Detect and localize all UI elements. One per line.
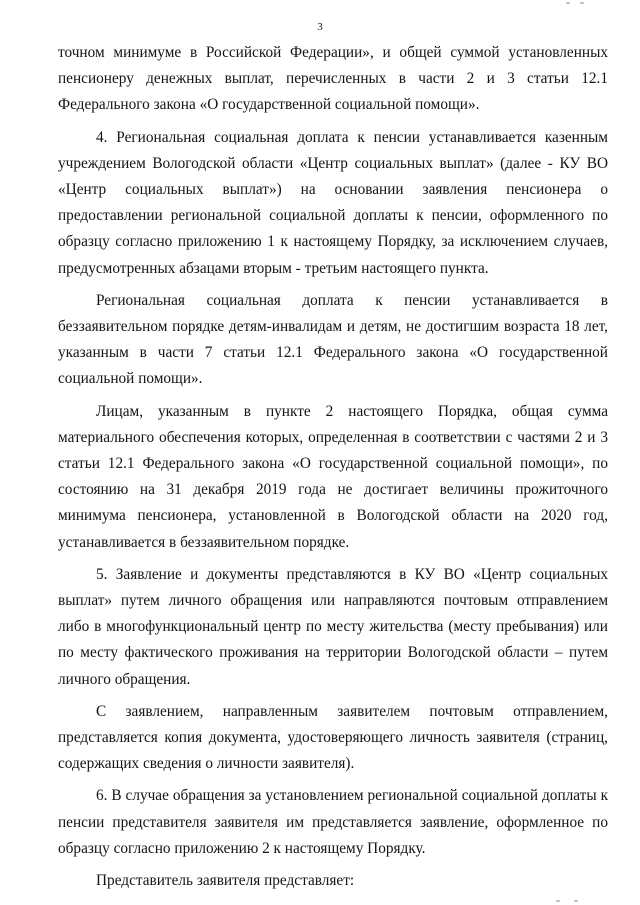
document-body — [58, 40, 608, 894]
paragraph-item-4: 4. Региональная социальная доплата к пенсии устанавливается казенным учреждением Вологодской области «Центр социальных выплат» (далее - КУ ВО «Центр социальных выплат») на основании заявления пенсионера о предоставлении региональной социальной доплаты к пенсии, оформленного по образцу согласно приложению 1 к настоящему Порядку, за исключением случаев, предусмотренных абзацами вторым - третьим настоящего пункта. — [58, 128, 608, 277]
scan-artifact — [574, 900, 578, 902]
scan-artifact — [580, 2, 584, 4]
page-number: 3 — [317, 21, 323, 33]
scan-artifact — [566, 2, 570, 4]
paragraph-item-5: 5. Заявление и документы представляются в КУ ВО «Центр социальных выплат» путем личного обращения или направляются почтовым отправлением либо в многофункциональный центр по месту жительства (месту пребывания) или по месту фактического проживания на территории Вологодской области – путем личного обращения. — [58, 565, 608, 688]
paragraph-item-5-postal: С заявлением, направленным заявителем почтовым отправлением, представляется копия документа, удостоверяющего личность заявителя (страниц, содержащих сведения о личности заявителя). — [58, 702, 608, 773]
paragraph-item-4-pensioners: Лицам, указанным в пункте 2 настоящего Порядка, общая сумма материального обеспечения которых, определенная в соответствии с частями 2 и 3 статьи 12.1 Федерального закона «О государственной социальной помощи», по состоянию на 31 декабря 2019 года не достигает величины прожиточного минимума пенсионера, установленной в Вологодской области на 2020 год, устанавливается в беззаявительном порядке. — [58, 402, 608, 551]
paragraph-item-6: 6. В случае обращения за установлением региональной социальной доплаты к пенсии представителя заявителя им представляется заявление, оформленное по образцу согласно приложению 2 к настоящему Порядку. — [58, 787, 608, 857]
paragraph-continuation: точном минимуме в Российской Федерации», и общей суммой установленных пенсионеру денежных выплат, перечисленных в части 2 и 3 статьи 12.1 Федерального закона «О государственной социальной помощи». — [58, 44, 608, 114]
paragraph-item-6-representative: Представитель заявителя представляет: — [96, 872, 355, 890]
paragraph-item-4-children: Региональная социальная доплата к пенсии устанавливается в беззаявительном порядке детям-инвалидам и детям, не достигшим возраста 18 лет, указанным в части 7 статьи 12.1 Федерального закона «О государственной социальной помощи». — [58, 291, 608, 388]
scan-artifact — [556, 900, 560, 902]
